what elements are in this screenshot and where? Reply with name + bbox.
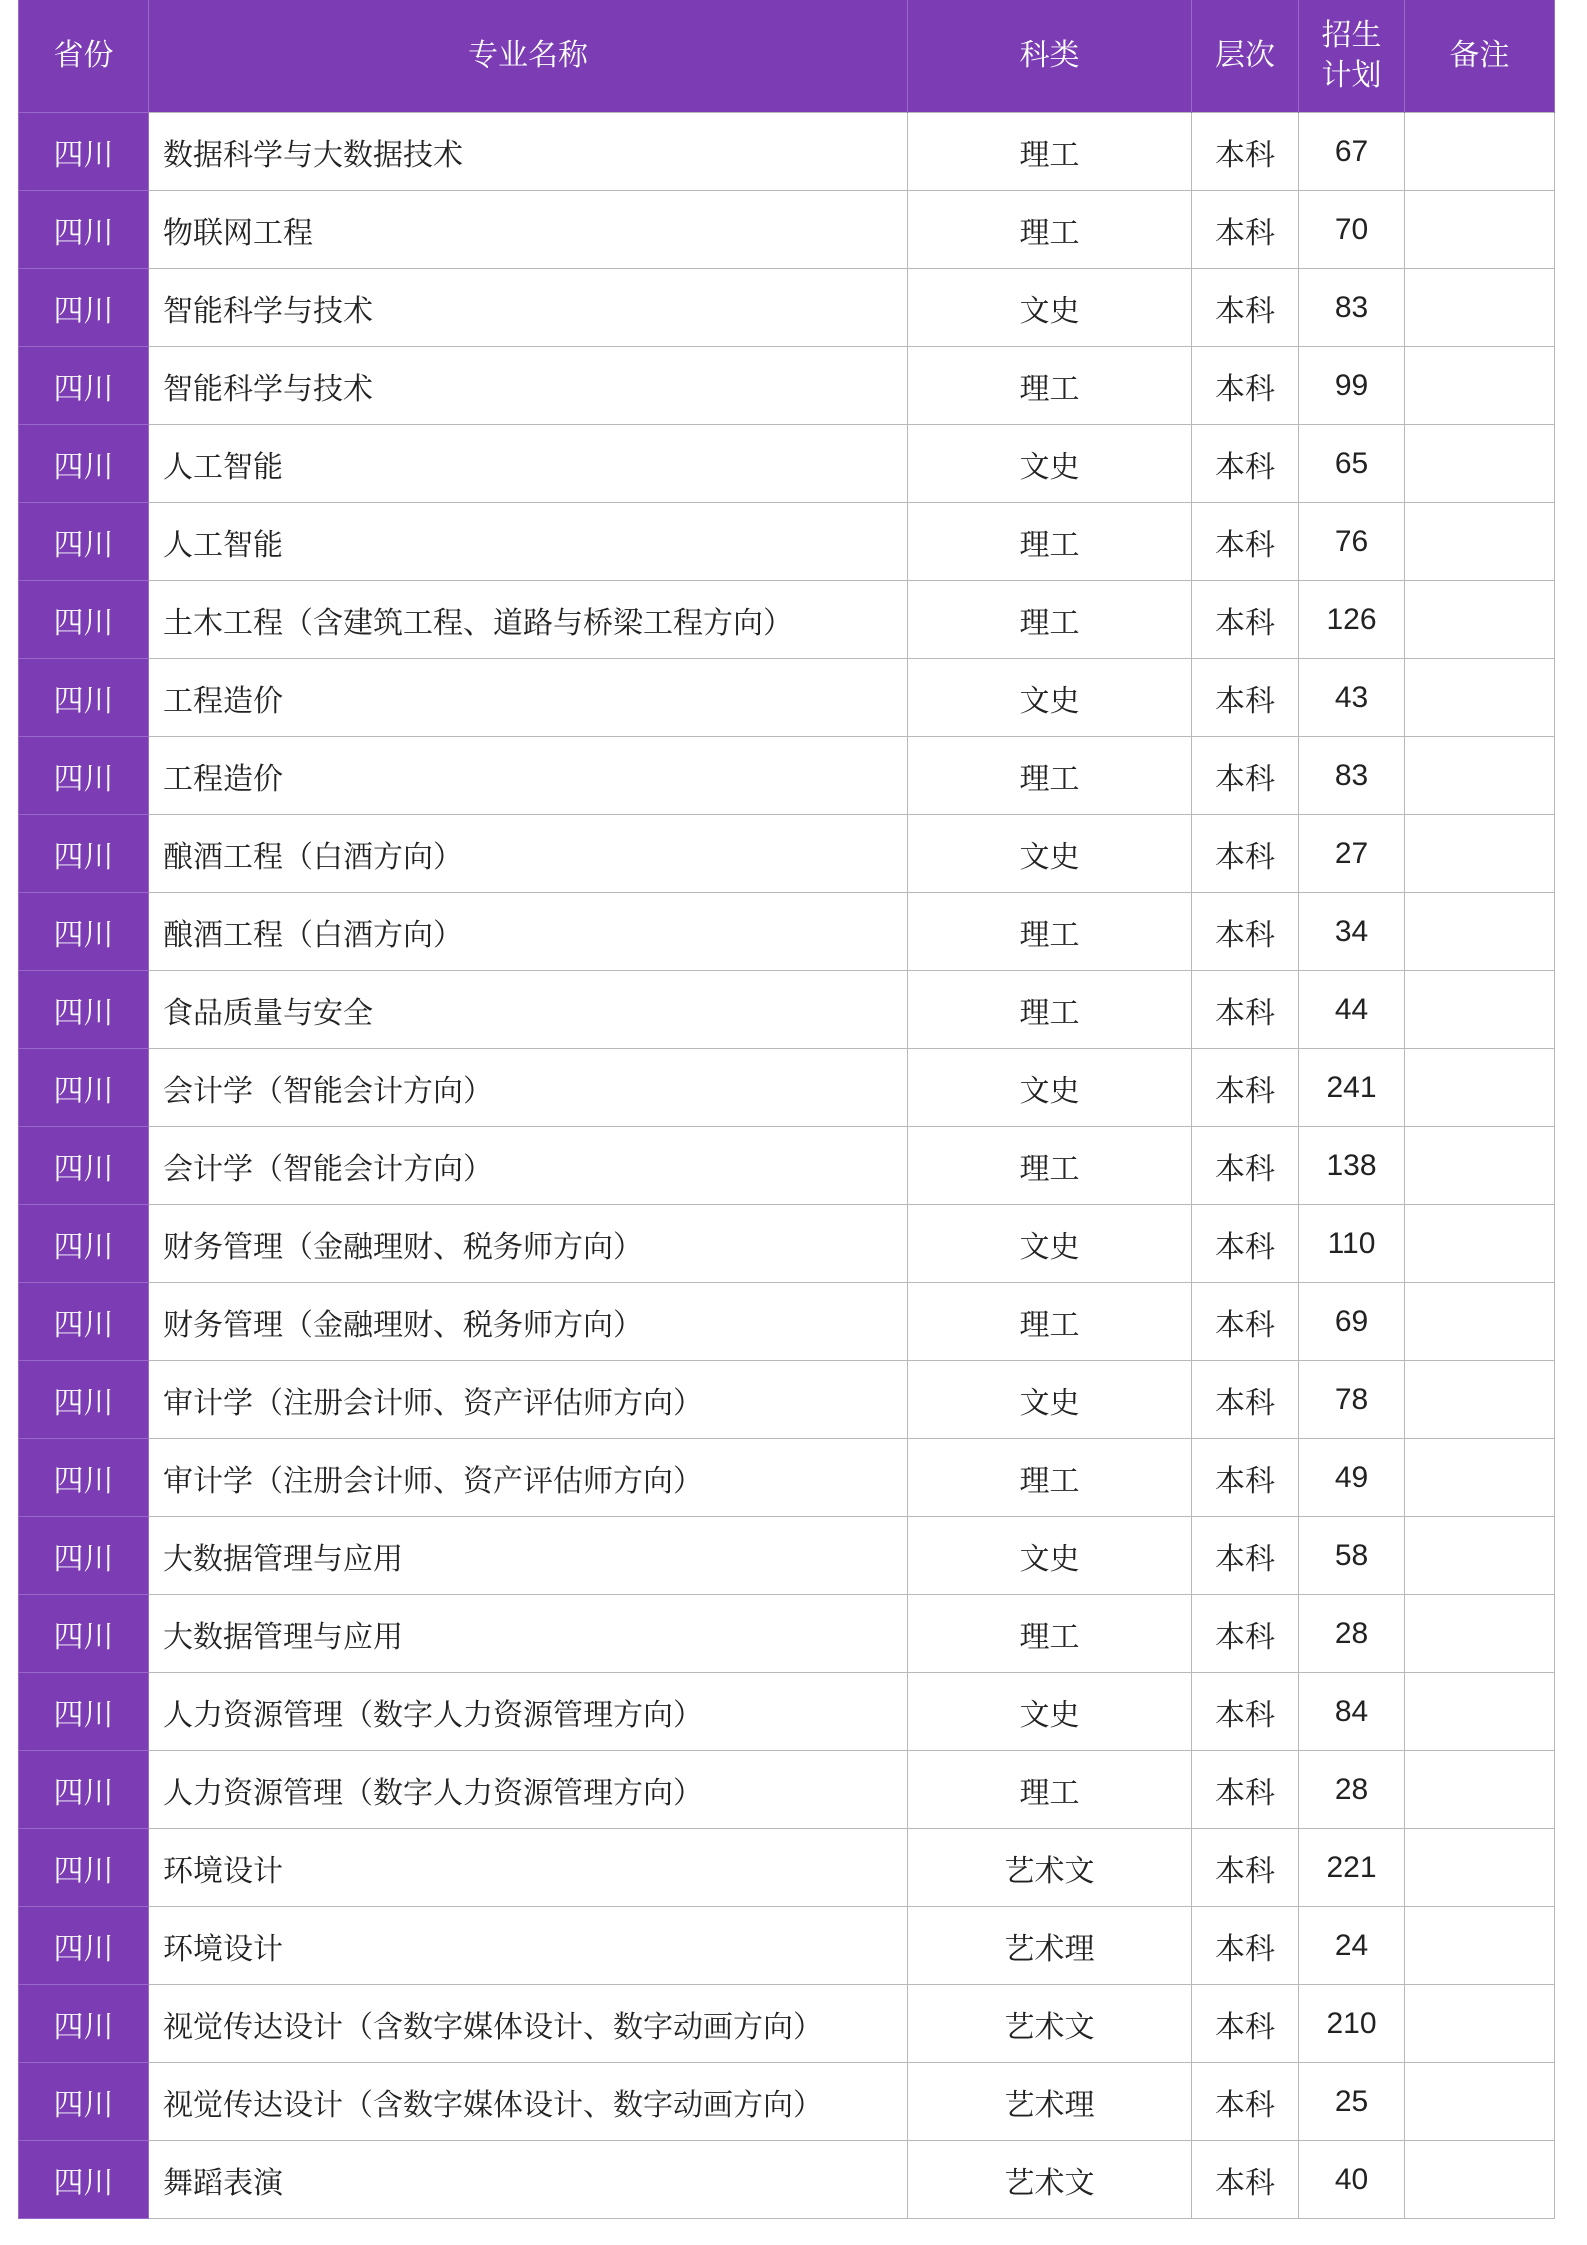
- level-cell: 本科: [1192, 1439, 1299, 1517]
- plan-count-cell: 24: [1299, 1907, 1405, 1985]
- province-cell: 四川: [19, 1205, 149, 1283]
- table-row: [19, 815, 1555, 893]
- table-row: [19, 269, 1555, 347]
- province-cell: 四川: [19, 737, 149, 815]
- table-row: [19, 1517, 1555, 1595]
- notes-cell: [1405, 1439, 1555, 1517]
- level-cell: 本科: [1192, 2141, 1299, 2219]
- table-body: [19, 113, 1555, 2219]
- level-cell: 本科: [1192, 1127, 1299, 1205]
- province-cell: 四川: [19, 1439, 149, 1517]
- notes-cell: [1405, 113, 1555, 191]
- level-cell: 本科: [1192, 1205, 1299, 1283]
- notes-cell: [1405, 2141, 1555, 2219]
- level-cell: 本科: [1192, 2063, 1299, 2141]
- category-cell: 理工: [908, 191, 1192, 269]
- plan-count-cell: 58: [1299, 1517, 1405, 1595]
- level-cell: 本科: [1192, 425, 1299, 503]
- province-cell: 四川: [19, 191, 149, 269]
- table-row: [19, 1673, 1555, 1751]
- major-name-cell: 大数据管理与应用: [149, 1517, 908, 1595]
- province-cell: 四川: [19, 893, 149, 971]
- province-cell: 四川: [19, 659, 149, 737]
- plan-count-cell: 241: [1299, 1049, 1405, 1127]
- plan-count-cell: 27: [1299, 815, 1405, 893]
- category-cell: 艺术文: [908, 1985, 1192, 2063]
- major-name-cell: 人力资源管理（数字人力资源管理方向）: [149, 1751, 908, 1829]
- notes-cell: [1405, 581, 1555, 659]
- notes-cell: [1405, 1751, 1555, 1829]
- level-cell: 本科: [1192, 1283, 1299, 1361]
- plan-count-cell: 49: [1299, 1439, 1405, 1517]
- plan-count-cell: 138: [1299, 1127, 1405, 1205]
- header-notes: 备注: [1405, 0, 1555, 113]
- level-cell: 本科: [1192, 1595, 1299, 1673]
- level-cell: 本科: [1192, 581, 1299, 659]
- plan-count-cell: 28: [1299, 1751, 1405, 1829]
- province-cell: 四川: [19, 1829, 149, 1907]
- level-cell: 本科: [1192, 1751, 1299, 1829]
- table-row: [19, 347, 1555, 425]
- province-cell: 四川: [19, 1283, 149, 1361]
- table-row: [19, 893, 1555, 971]
- category-cell: 理工: [908, 1751, 1192, 1829]
- major-name-cell: 工程造价: [149, 659, 908, 737]
- plan-count-cell: 126: [1299, 581, 1405, 659]
- notes-cell: [1405, 659, 1555, 737]
- category-cell: 理工: [908, 581, 1192, 659]
- category-cell: 艺术文: [908, 1829, 1192, 1907]
- major-name-cell: 会计学（智能会计方向）: [149, 1127, 908, 1205]
- major-name-cell: 食品质量与安全: [149, 971, 908, 1049]
- major-name-cell: 视觉传达设计（含数字媒体设计、数字动画方向）: [149, 2063, 908, 2141]
- plan-count-cell: 65: [1299, 425, 1405, 503]
- level-cell: 本科: [1192, 737, 1299, 815]
- province-cell: 四川: [19, 1049, 149, 1127]
- province-cell: 四川: [19, 1673, 149, 1751]
- plan-count-cell: 78: [1299, 1361, 1405, 1439]
- level-cell: 本科: [1192, 503, 1299, 581]
- table-row: [19, 659, 1555, 737]
- table-row: [19, 1283, 1555, 1361]
- plan-count-cell: 221: [1299, 1829, 1405, 1907]
- province-cell: 四川: [19, 425, 149, 503]
- notes-cell: [1405, 1985, 1555, 2063]
- level-cell: 本科: [1192, 347, 1299, 425]
- category-cell: 文史: [908, 1205, 1192, 1283]
- plan-count-cell: 69: [1299, 1283, 1405, 1361]
- table-row: [19, 2141, 1555, 2219]
- plan-count-cell: 110: [1299, 1205, 1405, 1283]
- notes-cell: [1405, 1283, 1555, 1361]
- notes-cell: [1405, 503, 1555, 581]
- category-cell: 文史: [908, 1361, 1192, 1439]
- header-plan-line1: 招生: [1321, 18, 1382, 53]
- province-cell: 四川: [19, 1985, 149, 2063]
- notes-cell: [1405, 1673, 1555, 1751]
- plan-count-cell: 99: [1299, 347, 1405, 425]
- notes-cell: [1405, 425, 1555, 503]
- notes-cell: [1405, 1205, 1555, 1283]
- table-row: [19, 425, 1555, 503]
- major-name-cell: 酿酒工程（白酒方向）: [149, 815, 908, 893]
- table-row: [19, 1751, 1555, 1829]
- notes-cell: [1405, 893, 1555, 971]
- table-row: [19, 581, 1555, 659]
- category-cell: 理工: [908, 971, 1192, 1049]
- category-cell: 文史: [908, 425, 1192, 503]
- province-cell: 四川: [19, 2141, 149, 2219]
- province-cell: 四川: [19, 581, 149, 659]
- header-row: [19, 0, 1555, 113]
- category-cell: 理工: [908, 1283, 1192, 1361]
- level-cell: 本科: [1192, 815, 1299, 893]
- header-category: 科类: [908, 0, 1192, 113]
- header-plan: [1299, 0, 1405, 113]
- notes-cell: [1405, 1595, 1555, 1673]
- enrollment-plan-table: [18, 0, 1555, 2219]
- plan-count-cell: 43: [1299, 659, 1405, 737]
- province-cell: 四川: [19, 2063, 149, 2141]
- province-cell: 四川: [19, 1595, 149, 1673]
- table-row: [19, 1595, 1555, 1673]
- major-name-cell: 会计学（智能会计方向）: [149, 1049, 908, 1127]
- table-row: [19, 1049, 1555, 1127]
- major-name-cell: 智能科学与技术: [149, 269, 908, 347]
- province-cell: 四川: [19, 1751, 149, 1829]
- major-name-cell: 舞蹈表演: [149, 2141, 908, 2219]
- category-cell: 理工: [908, 1595, 1192, 1673]
- level-cell: 本科: [1192, 1049, 1299, 1127]
- plan-count-cell: 25: [1299, 2063, 1405, 2141]
- header-level: 层次: [1192, 0, 1299, 113]
- plan-count-cell: 44: [1299, 971, 1405, 1049]
- category-cell: 理工: [908, 1439, 1192, 1517]
- major-name-cell: 环境设计: [149, 1829, 908, 1907]
- table-row: [19, 113, 1555, 191]
- category-cell: 理工: [908, 1127, 1192, 1205]
- table-header: [19, 0, 1555, 113]
- category-cell: 文史: [908, 1673, 1192, 1751]
- major-name-cell: 大数据管理与应用: [149, 1595, 908, 1673]
- province-cell: 四川: [19, 269, 149, 347]
- notes-cell: [1405, 815, 1555, 893]
- province-cell: 四川: [19, 113, 149, 191]
- level-cell: 本科: [1192, 893, 1299, 971]
- category-cell: 理工: [908, 503, 1192, 581]
- province-cell: 四川: [19, 1127, 149, 1205]
- level-cell: 本科: [1192, 1829, 1299, 1907]
- table-row: [19, 971, 1555, 1049]
- major-name-cell: 智能科学与技术: [149, 347, 908, 425]
- category-cell: 文史: [908, 1517, 1192, 1595]
- plan-count-cell: 76: [1299, 503, 1405, 581]
- notes-cell: [1405, 1049, 1555, 1127]
- level-cell: 本科: [1192, 113, 1299, 191]
- table-row: [19, 1907, 1555, 1985]
- category-cell: 理工: [908, 347, 1192, 425]
- notes-cell: [1405, 1517, 1555, 1595]
- major-name-cell: 视觉传达设计（含数字媒体设计、数字动画方向）: [149, 1985, 908, 2063]
- plan-count-cell: 67: [1299, 113, 1405, 191]
- province-cell: 四川: [19, 1907, 149, 1985]
- category-cell: 理工: [908, 113, 1192, 191]
- level-cell: 本科: [1192, 971, 1299, 1049]
- major-name-cell: 工程造价: [149, 737, 908, 815]
- category-cell: 艺术文: [908, 2141, 1192, 2219]
- major-name-cell: 审计学（注册会计师、资产评估师方向）: [149, 1361, 908, 1439]
- table-row: [19, 1829, 1555, 1907]
- province-cell: 四川: [19, 347, 149, 425]
- category-cell: 文史: [908, 269, 1192, 347]
- notes-cell: [1405, 971, 1555, 1049]
- category-cell: 文史: [908, 815, 1192, 893]
- category-cell: 文史: [908, 1049, 1192, 1127]
- major-name-cell: 数据科学与大数据技术: [149, 113, 908, 191]
- table-row: [19, 1439, 1555, 1517]
- notes-cell: [1405, 737, 1555, 815]
- notes-cell: [1405, 191, 1555, 269]
- category-cell: 艺术理: [908, 2063, 1192, 2141]
- notes-cell: [1405, 2063, 1555, 2141]
- category-cell: 艺术理: [908, 1907, 1192, 1985]
- plan-count-cell: 70: [1299, 191, 1405, 269]
- level-cell: 本科: [1192, 1907, 1299, 1985]
- major-name-cell: 土木工程（含建筑工程、道路与桥梁工程方向）: [149, 581, 908, 659]
- notes-cell: [1405, 347, 1555, 425]
- level-cell: 本科: [1192, 659, 1299, 737]
- plan-count-cell: 84: [1299, 1673, 1405, 1751]
- level-cell: 本科: [1192, 269, 1299, 347]
- category-cell: 理工: [908, 893, 1192, 971]
- notes-cell: [1405, 1829, 1555, 1907]
- table-row: [19, 503, 1555, 581]
- level-cell: 本科: [1192, 1673, 1299, 1751]
- notes-cell: [1405, 269, 1555, 347]
- major-name-cell: 财务管理（金融理财、税务师方向）: [149, 1283, 908, 1361]
- major-name-cell: 审计学（注册会计师、资产评估师方向）: [149, 1439, 908, 1517]
- province-cell: 四川: [19, 503, 149, 581]
- notes-cell: [1405, 1361, 1555, 1439]
- header-province: 省份: [19, 0, 149, 113]
- province-cell: 四川: [19, 971, 149, 1049]
- plan-count-cell: 34: [1299, 893, 1405, 971]
- major-name-cell: 人工智能: [149, 503, 908, 581]
- province-cell: 四川: [19, 1361, 149, 1439]
- major-name-cell: 人工智能: [149, 425, 908, 503]
- table-row: [19, 2063, 1555, 2141]
- major-name-cell: 人力资源管理（数字人力资源管理方向）: [149, 1673, 908, 1751]
- table-row: [19, 1127, 1555, 1205]
- plan-count-cell: 40: [1299, 2141, 1405, 2219]
- category-cell: 理工: [908, 737, 1192, 815]
- table-row: [19, 737, 1555, 815]
- plan-count-cell: 210: [1299, 1985, 1405, 2063]
- level-cell: 本科: [1192, 1517, 1299, 1595]
- level-cell: 本科: [1192, 191, 1299, 269]
- header-plan-line2: 计划: [1321, 58, 1382, 93]
- plan-count-cell: 83: [1299, 269, 1405, 347]
- major-name-cell: 酿酒工程（白酒方向）: [149, 893, 908, 971]
- table-row: [19, 191, 1555, 269]
- province-cell: 四川: [19, 815, 149, 893]
- plan-count-cell: 28: [1299, 1595, 1405, 1673]
- province-cell: 四川: [19, 1517, 149, 1595]
- major-name-cell: 环境设计: [149, 1907, 908, 1985]
- table-row: [19, 1985, 1555, 2063]
- level-cell: 本科: [1192, 1361, 1299, 1439]
- table-row: [19, 1361, 1555, 1439]
- major-name-cell: 物联网工程: [149, 191, 908, 269]
- notes-cell: [1405, 1127, 1555, 1205]
- major-name-cell: 财务管理（金融理财、税务师方向）: [149, 1205, 908, 1283]
- table-row: [19, 1205, 1555, 1283]
- category-cell: 文史: [908, 659, 1192, 737]
- level-cell: 本科: [1192, 1985, 1299, 2063]
- plan-count-cell: 83: [1299, 737, 1405, 815]
- notes-cell: [1405, 1907, 1555, 1985]
- header-major: 专业名称: [149, 0, 908, 113]
